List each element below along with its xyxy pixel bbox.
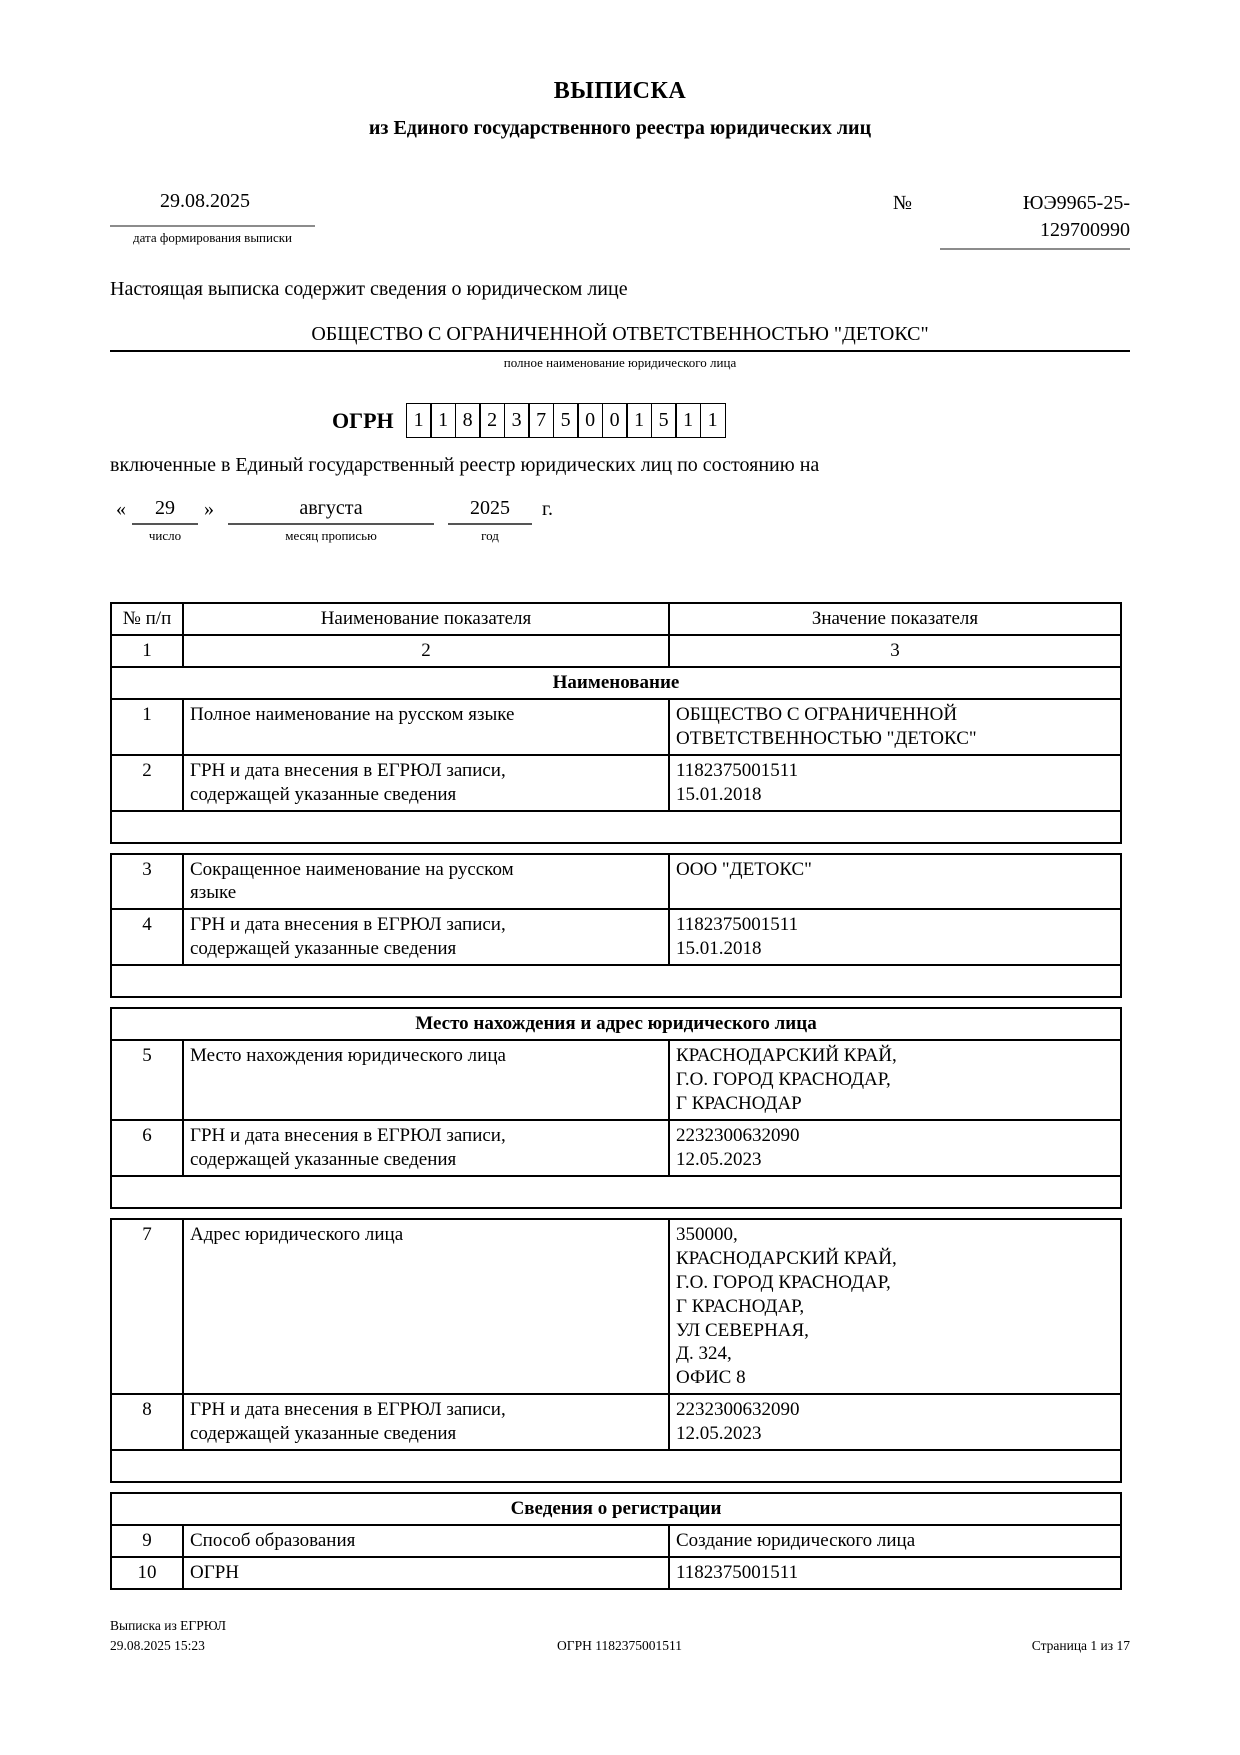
value-line: Г КРАСНОДАР, (676, 1295, 805, 1317)
ogrn-digit-box: 1 (675, 403, 701, 438)
value-line: Г.О. ГОРОД КРАСНОДАР, (676, 1069, 891, 1091)
value-line: УЛ СЕВЕРНАЯ, (676, 1319, 809, 1341)
value-line: КРАСНОДАРСКИЙ КРАЙ, (676, 1045, 897, 1067)
row-number-cell: 7 (111, 1219, 183, 1395)
as-of-month: августа (228, 495, 434, 525)
value-line: 12.05.2023 (676, 1148, 762, 1170)
row-name-cell (183, 755, 669, 811)
name-line: содержащей указанные сведения (190, 1148, 457, 1170)
column-header-cell: Значение показателя (669, 603, 1121, 635)
value-line: Г.О. ГОРОД КРАСНОДАР, (676, 1271, 891, 1293)
table-block (110, 1218, 1122, 1483)
ogrn-digit-box: 1 (406, 403, 432, 438)
document-number-block (893, 190, 1130, 250)
row-value-cell (669, 699, 1121, 755)
as-of-month-field (228, 495, 434, 544)
row-number-cell: 1 (111, 699, 183, 755)
column-number-cell: 2 (183, 635, 669, 667)
ogrn-digit-box: 1 (626, 403, 652, 438)
as-of-year-field (448, 495, 532, 544)
value-line: КРАСНОДАРСКИЙ КРАЙ, (676, 1247, 897, 1269)
page-footer (110, 1616, 1130, 1655)
as-of-month-label: месяц прописью (285, 528, 377, 543)
row-value-cell (669, 1120, 1121, 1176)
name-line: ГРН и дата внесения в ЕГРЮЛ записи, (190, 759, 506, 781)
footer-page-number: Страница 1 из 17 (1031, 1637, 1130, 1653)
row-number-cell: 9 (111, 1525, 183, 1557)
document-title: ВЫПИСКА (553, 78, 687, 104)
value-line: ООО "ДЕТОКС" (676, 858, 812, 880)
number-sign: № (892, 192, 912, 214)
ogrn-digit-box: 1 (700, 403, 726, 438)
table-row (111, 854, 1121, 910)
value-line: 2232300632090 (676, 1399, 800, 1421)
row-number-cell: 4 (111, 909, 183, 965)
row-name-cell (183, 1040, 669, 1120)
value-line: ОФИС 8 (676, 1367, 746, 1389)
value-line: 1182375001511 (676, 914, 799, 936)
as-of-day-label: число (148, 528, 182, 543)
open-quote: « (116, 498, 126, 520)
footer-timestamp: 29.08.2025 15:23 (110, 1637, 205, 1653)
value-line: 1182375001511 (676, 1562, 799, 1583)
table-block (110, 853, 1122, 999)
included-text: включенные в Единый государственный реестр юридических лиц по состоянию на (110, 454, 820, 476)
value-line: ОТВЕТСТВЕННОСТЬЮ "ДЕТОКС" (676, 727, 977, 749)
value-line: Создание юридического лица (676, 1530, 916, 1552)
as-of-day-field (132, 495, 198, 544)
table-body (111, 1493, 1121, 1589)
table-body (111, 854, 1121, 998)
row-number-cell: 6 (111, 1120, 183, 1176)
ogrn-digit-boxes (406, 403, 726, 438)
value-line: 12.05.2023 (676, 1423, 762, 1445)
name-line: ГРН и дата внесения в ЕГРЮЛ записи, (190, 914, 506, 936)
formation-date: 29.08.2025 (160, 190, 250, 212)
spacer-row (111, 1176, 1121, 1208)
row-name-cell (183, 909, 669, 965)
name-line: Адрес юридического лица (190, 1223, 404, 1245)
value-line: Г КРАСНОДАР (676, 1093, 802, 1114)
formation-date-label: дата формирования выписки (132, 230, 293, 245)
section-header-row (111, 1493, 1121, 1525)
row-value-cell (669, 1219, 1121, 1395)
value-line: 2232300632090 (676, 1124, 800, 1146)
name-line: Полное наименование на русском языке (190, 703, 515, 725)
table-row (111, 909, 1121, 965)
table-body (111, 1219, 1121, 1482)
row-number-cell: 8 (111, 1394, 183, 1450)
ogrn-digit-box: 0 (602, 403, 628, 438)
ogrn-label: ОГРН (332, 407, 394, 433)
name-line: Место нахождения юридического лица (190, 1045, 506, 1067)
value-line: 350000, (676, 1223, 738, 1245)
table-row (111, 1394, 1121, 1450)
document-number-line1: ЮЭ9965-25- (1022, 192, 1130, 214)
row-value-cell (669, 755, 1121, 811)
spacer-row (111, 811, 1121, 843)
table-block (110, 602, 1122, 844)
row-name-cell (183, 699, 669, 755)
document-number-line2: 129700990 (1040, 219, 1130, 241)
row-value-cell (669, 1040, 1121, 1120)
ogrn-digit-box: 7 (528, 403, 554, 438)
column-number-cell: 1 (111, 635, 183, 667)
value-line: 1182375001511 (676, 759, 799, 781)
row-number-cell: 10 (111, 1557, 183, 1589)
row-number-cell: 5 (111, 1040, 183, 1120)
row-name-cell (183, 1219, 669, 1395)
column-header-cell: № п/п (111, 603, 183, 635)
ogrn-row (332, 403, 1130, 438)
ogrn-digit-box: 2 (479, 403, 505, 438)
document-number (940, 190, 1130, 250)
spacer-cell (111, 1176, 1121, 1208)
as-of-year-label: год (481, 528, 499, 543)
name-line: ОГРН (190, 1562, 239, 1583)
name-line: содержащей указанные сведения (190, 1423, 457, 1445)
footer-left (110, 1616, 450, 1655)
name-line: содержащей указанные сведения (190, 938, 457, 960)
section-title: Сведения о регистрации (111, 1493, 1121, 1525)
as-of-year: 2025 (448, 495, 532, 525)
name-line: Сокращенное наименование на русском (190, 858, 514, 880)
table-body (111, 1008, 1121, 1208)
row-name-cell (183, 1394, 669, 1450)
table-block (110, 1007, 1122, 1209)
table-row (111, 755, 1121, 811)
ogrn-digit-box: 1 (430, 403, 456, 438)
section-title: Место нахождения и адрес юридического лица (111, 1008, 1121, 1040)
table-row (111, 1120, 1121, 1176)
ogrn-digit-box: 5 (553, 403, 579, 438)
row-name-cell (183, 1120, 669, 1176)
name-line: ГРН и дата внесения в ЕГРЮЛ записи, (190, 1124, 506, 1146)
column-header-cell: Наименование показателя (183, 603, 669, 635)
year-suffix: г. (542, 498, 553, 520)
ogrn-digit-box: 0 (577, 403, 603, 438)
name-line: содержащей указанные сведения (190, 783, 457, 805)
row-name-cell (183, 1525, 669, 1557)
row-number-cell: 2 (111, 755, 183, 811)
spacer-cell (111, 811, 1121, 843)
spacer-cell (111, 1450, 1121, 1482)
spacer-cell (111, 965, 1121, 997)
as-of-date-row (110, 495, 1130, 544)
section-header-row (111, 667, 1121, 699)
row-name-cell (183, 1557, 669, 1589)
formation-date-underline (110, 225, 315, 227)
value-line: Д. 324, (676, 1343, 732, 1365)
formation-date-block (110, 190, 315, 250)
close-quote: » (204, 498, 214, 520)
row-name-cell (183, 854, 669, 910)
section-title: Наименование (111, 667, 1121, 699)
table-row (111, 1525, 1121, 1557)
company-name: ОБЩЕСТВО С ОГРАНИЧЕННОЙ ОТВЕТСТВЕННОСТЬЮ "ДЕТОКС" (311, 323, 929, 345)
intro-text: Настоящая выписка содержит сведения о юридическом лице (110, 278, 628, 300)
row-value-cell (669, 1394, 1121, 1450)
spacer-row (111, 1450, 1121, 1482)
row-value-cell (669, 1557, 1121, 1589)
table-row (111, 699, 1121, 755)
meta-row (110, 190, 1130, 250)
column-header-row (111, 603, 1121, 635)
row-value-cell (669, 1525, 1121, 1557)
name-line: Способ образования (190, 1530, 356, 1552)
table-row (111, 1040, 1121, 1120)
table-block (110, 1492, 1122, 1590)
row-value-cell (669, 854, 1121, 910)
table-row (111, 1557, 1121, 1589)
row-value-cell (669, 909, 1121, 965)
column-number-cell: 3 (669, 635, 1121, 667)
ogrn-digit-box: 8 (455, 403, 481, 438)
table-body (111, 603, 1121, 843)
section-header-row (111, 1008, 1121, 1040)
details-table-area (110, 602, 1130, 1590)
value-line: ОБЩЕСТВО С ОГРАНИЧЕННОЙ (676, 703, 958, 725)
spacer-row (111, 965, 1121, 997)
column-number-row (111, 635, 1121, 667)
name-line: языке (190, 882, 237, 904)
name-line: ГРН и дата внесения в ЕГРЮЛ записи, (190, 1399, 506, 1421)
ogrn-digit-box: 3 (504, 403, 530, 438)
footer-doc-type: Выписка из ЕГРЮЛ (110, 1617, 227, 1633)
ogrn-digit-box: 5 (651, 403, 677, 438)
footer-ogrn: ОГРН 1182375001511 (557, 1637, 682, 1653)
value-line: 15.01.2018 (676, 938, 762, 960)
company-name-label: полное наименование юридического лица (503, 355, 737, 370)
row-number-cell: 3 (111, 854, 183, 910)
table-row (111, 1219, 1121, 1395)
as-of-day: 29 (132, 495, 198, 525)
value-line: 15.01.2018 (676, 783, 762, 805)
document-subtitle: из Единого государственного реестра юридических лиц (368, 117, 872, 139)
company-name-field (110, 323, 1130, 352)
